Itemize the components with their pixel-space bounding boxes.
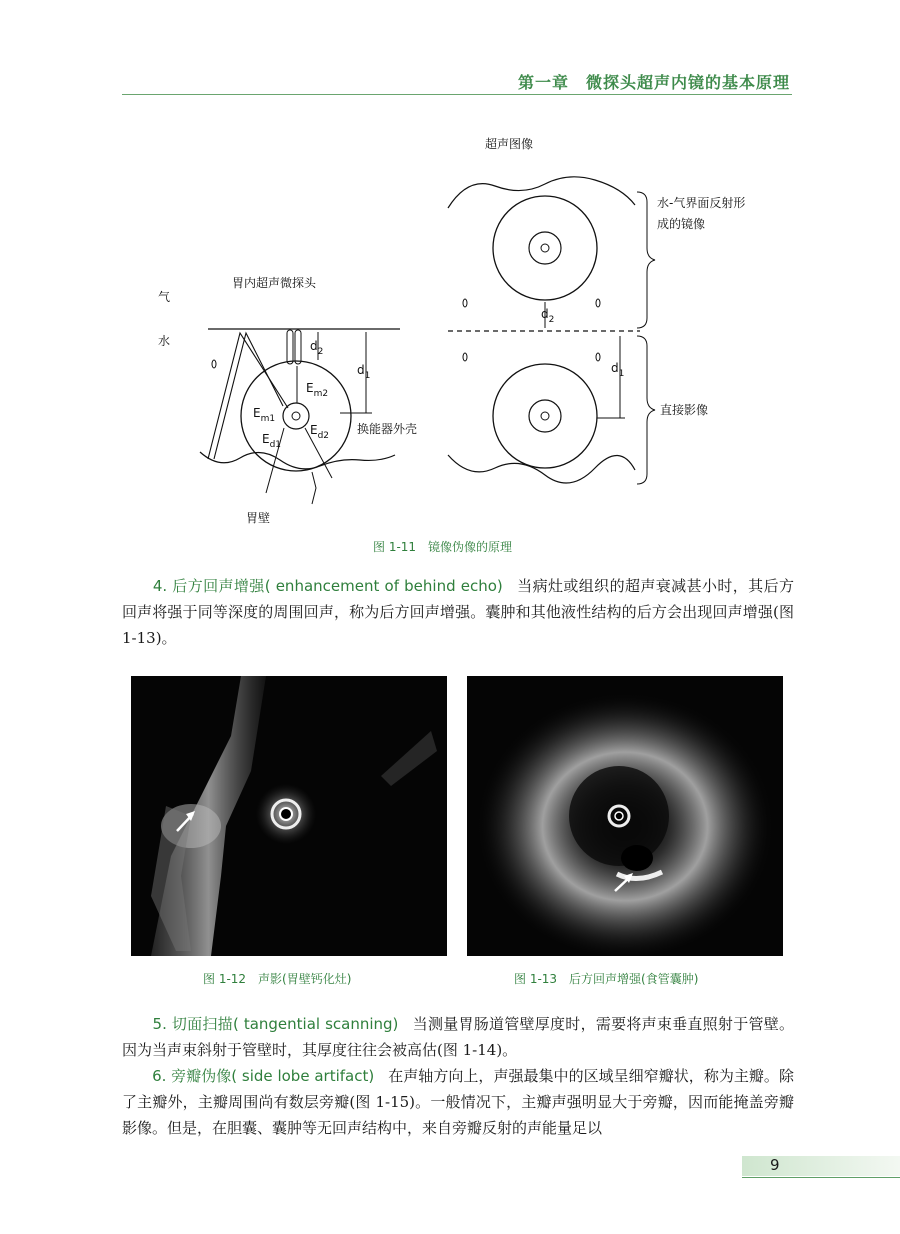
label-mirror-desc-2: 成的镜像	[657, 217, 706, 231]
label-transducer-shell: 换能器外壳	[357, 422, 418, 436]
section-5-paragraph	[122, 1011, 794, 1063]
section-5-heading-en: ( tangential scanning)	[232, 1015, 399, 1033]
mirror-bracket	[637, 192, 655, 328]
bubble-mark-5	[596, 353, 600, 361]
figure-1-12-image	[131, 676, 447, 956]
label-d2: $d_2$	[310, 339, 324, 357]
label-mirror-desc-1: 水-气界面反射形	[657, 196, 746, 210]
stomach-wall-pointer	[312, 472, 316, 504]
figure-1-11-diagram	[0, 120, 900, 560]
mirror-outer-circle	[493, 196, 597, 300]
label-air: 气	[158, 290, 171, 304]
label-ed2: $E_{d2}$	[310, 423, 330, 441]
beam-rod-2	[295, 330, 301, 364]
direct-wall-curve	[448, 455, 635, 483]
direct-bracket	[637, 336, 655, 484]
figure-1-11-caption: 图 1-11 镜像伪像的原理	[373, 540, 513, 554]
section-4-body: 当病灶或组织的超声衰减甚小时，其后方回声将强于同等深度的周围回声，称为后方回声增强。囊肿和其他液性结构的后方会出现回声增强(图 1-13)。	[122, 577, 794, 647]
label-em2: $E_{m2}$	[306, 381, 329, 399]
page-number: 9	[770, 1156, 780, 1174]
footer-band	[742, 1156, 900, 1176]
direct-center	[541, 412, 549, 420]
section-5-body: 当测量胃肠道管壁厚度时，需要将声束垂直照射于管壁。因为当声束斜射于管壁时，其厚度往往会被高估(图 1-14)。	[122, 1015, 794, 1059]
stomach-wall-curve	[200, 452, 395, 469]
section-5-heading: 5. 切面扫描	[152, 1015, 233, 1033]
section-6-heading: 6. 旁瓣伪像	[152, 1067, 232, 1085]
bubble-mark-4	[463, 353, 467, 361]
section-6-body: 在声轴方向上，声强最集中的区域呈细窄瓣状，称为主瓣。除了主瓣外，主瓣周围尚有数层旁瓣(图 1-15)。一般情况下，主瓣声强明显大于旁瓣，因而能掩盖旁瓣影像。但是，在胆囊、囊肿等无回声结构中，来自旁瓣反射的声能量足以	[122, 1067, 794, 1137]
footer-divider	[742, 1177, 900, 1178]
section-4-heading: 4. 后方回声增强	[152, 577, 265, 595]
label-probe: 胃内超声微探头	[232, 276, 317, 290]
mirror-inner-circle	[529, 232, 561, 264]
label-d2-right: $d_2$	[541, 307, 555, 325]
bubble-mark-3	[596, 299, 600, 307]
label-ultrasound-image: 超声图像	[485, 137, 534, 151]
figure-1-13-image	[467, 676, 783, 956]
label-d1-right: $d_1$	[611, 361, 625, 379]
figure-1-12-caption: 图 1-12 声影(胃壁钙化灶)	[203, 972, 352, 986]
label-direct-image: 直接影像	[660, 403, 709, 417]
mirror-center	[541, 244, 549, 252]
header-divider	[122, 94, 792, 95]
label-d1: $d_1$	[357, 363, 371, 381]
label-water: 水	[158, 334, 171, 348]
section-6-paragraph	[122, 1063, 794, 1141]
direct-inner-circle	[529, 400, 561, 432]
section-6-heading-en: ( side lobe artifact)	[231, 1067, 375, 1085]
section-4-heading-en: ( enhancement of behind echo)	[264, 577, 503, 595]
bubble-mark-2	[463, 299, 467, 307]
mirror-wall-curve	[448, 177, 635, 208]
direct-outer-circle	[493, 364, 597, 468]
section-4-paragraph	[122, 573, 794, 651]
label-stomach-wall: 胃壁	[246, 511, 271, 525]
label-em1: $E_{m1}$	[253, 406, 276, 424]
chapter-title: 第一章 微探头超声内镜的基本原理	[517, 73, 790, 92]
label-ed1: $E_{d1}$	[262, 432, 282, 450]
figure-1-13-caption: 图 1-13 后方回声增强(食管囊肿)	[514, 972, 699, 986]
bubble-mark	[212, 360, 216, 368]
probe-center	[292, 412, 300, 420]
beam-rod-1	[287, 330, 293, 364]
